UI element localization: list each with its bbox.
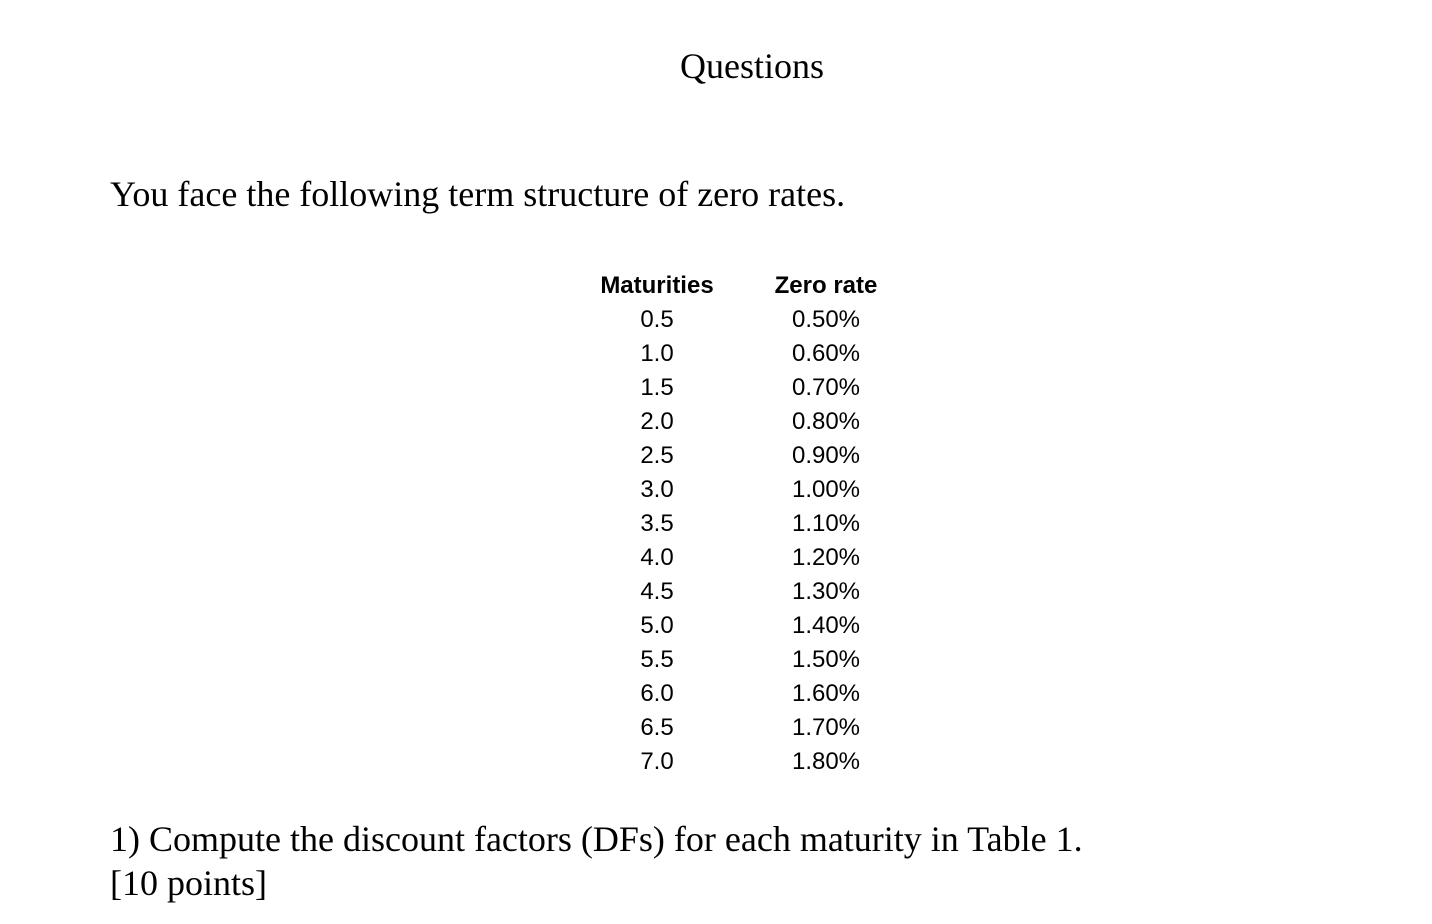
table-row [572, 575, 910, 609]
table-row [572, 643, 910, 677]
table-row [572, 541, 910, 575]
zero-rate-cell: 1.20% [791, 544, 861, 571]
maturity-cell: 4.5 [640, 578, 674, 605]
table-row [572, 303, 910, 337]
table-row [572, 711, 910, 745]
question-1-points: [10 points] [110, 863, 267, 903]
table-row [572, 439, 910, 473]
maturity-cell: 1.5 [640, 374, 674, 401]
zero-rate-cell: 1.00% [791, 476, 861, 503]
maturity-cell: 0.5 [640, 306, 674, 333]
table-row [572, 337, 910, 371]
zero-rate-cell: 1.50% [791, 646, 861, 673]
maturity-cell: 6.5 [640, 714, 674, 741]
maturity-cell: 1.0 [640, 340, 674, 367]
zero-rate-cell: 0.70% [791, 374, 861, 401]
maturity-cell: 6.0 [640, 680, 674, 707]
table-row [572, 609, 910, 643]
zero-rate-cell: 0.50% [791, 306, 861, 333]
maturity-cell: 3.0 [640, 476, 674, 503]
intro-text: You face the following term structure of zero rates. [110, 174, 846, 214]
table-row [572, 507, 910, 541]
zero-rates-table [572, 269, 910, 779]
question-1-text: 1) Compute the discount factors (DFs) for each maturity in Table 1. [110, 819, 1083, 859]
zero-rate-cell: 0.90% [791, 442, 861, 469]
maturity-cell: 2.0 [640, 408, 674, 435]
zero-rate-cell: 1.10% [791, 510, 861, 537]
table-body [572, 303, 910, 779]
table-header-row [572, 269, 910, 303]
maturity-cell: 3.5 [640, 510, 674, 537]
table-row [572, 405, 910, 439]
table-row [572, 677, 910, 711]
table-row [572, 473, 910, 507]
maturity-cell: 5.5 [640, 646, 674, 673]
header-maturities: Maturities [600, 272, 714, 299]
zero-rate-cell: 0.60% [791, 340, 861, 367]
zero-rate-cell: 1.30% [791, 578, 861, 605]
maturity-cell: 4.0 [640, 544, 674, 571]
zero-rate-cell: 1.40% [791, 612, 861, 639]
maturity-cell: 2.5 [640, 442, 674, 469]
table-row [572, 371, 910, 405]
page-title: Questions [680, 46, 824, 86]
maturity-cell: 7.0 [640, 748, 674, 775]
zero-rate-cell: 1.70% [791, 714, 861, 741]
table-row [572, 745, 910, 779]
zero-rate-cell: 1.80% [791, 748, 861, 775]
zero-rate-cell: 1.60% [791, 680, 861, 707]
question-1 [110, 817, 1083, 905]
header-zero-rate: Zero rate [774, 272, 878, 299]
zero-rate-cell: 0.80% [791, 408, 861, 435]
maturity-cell: 5.0 [640, 612, 674, 639]
